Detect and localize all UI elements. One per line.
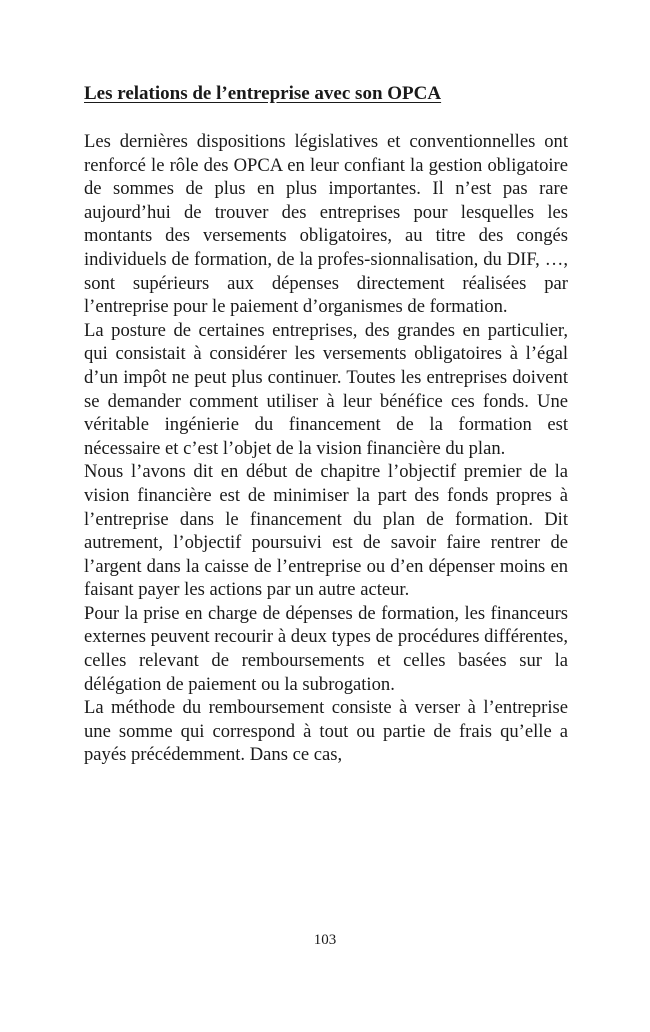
page-number: 103 <box>313 932 337 948</box>
section-heading: Les relations de l’entreprise avec son OPCA <box>84 83 442 104</box>
paragraph: Les dernières dispositions législatives et conventionnelles ont renforcé le rôle des OPCA en leur confiant la gestion obligatoire de sommes de plus en plus importantes. Il n’est pas rare aujourd’hui de trouver des entreprises pour lesquelles les montants des versements obligatoires, au titre des congés individuels de formation, de la profes-sionnalisation, du DIF, …, sont supérieurs aux dépenses directement réalisées par l’entreprise pour le paiement d’organismes de formation. <box>84 131 568 318</box>
paragraph: La méthode du remboursement consiste à verser à l’entreprise une somme qui correspond à tout ou partie de frais qu’elle a payés précédemment. Dans ce cas, <box>84 697 568 766</box>
paragraph: Nous l’avons dit en début de chapitre l’objectif premier de la vision financière est de minimiser la part des fonds propres à l’entreprise dans le financement du plan de formation. Dit autrement, l’objectif poursuivi est de savoir faire rentrer de l’argent dans la caisse de l’entreprise ou d’en dépenser moins en faisant payer les actions par un autre acteur. <box>84 461 568 601</box>
page-body <box>84 82 568 767</box>
paragraph: Pour la prise en charge de dépenses de formation, les financeurs externes peuvent recourir à deux types de procédures différentes, celles relevant de remboursements et celles basées sur la délégation de paiement ou la subrogation. <box>84 602 568 695</box>
paragraph: La posture de certaines entreprises, des grandes en particulier, qui consistait à considérer les versements obligatoires à l’égal d’un impôt ne peut plus continuer. Toutes les entreprises doivent se demander comment utiliser à leur bénéfice ces fonds. Une véritable ingénierie du financement de la formation est nécessaire et c’est l’objet de la vision financière du plan. <box>84 319 568 459</box>
